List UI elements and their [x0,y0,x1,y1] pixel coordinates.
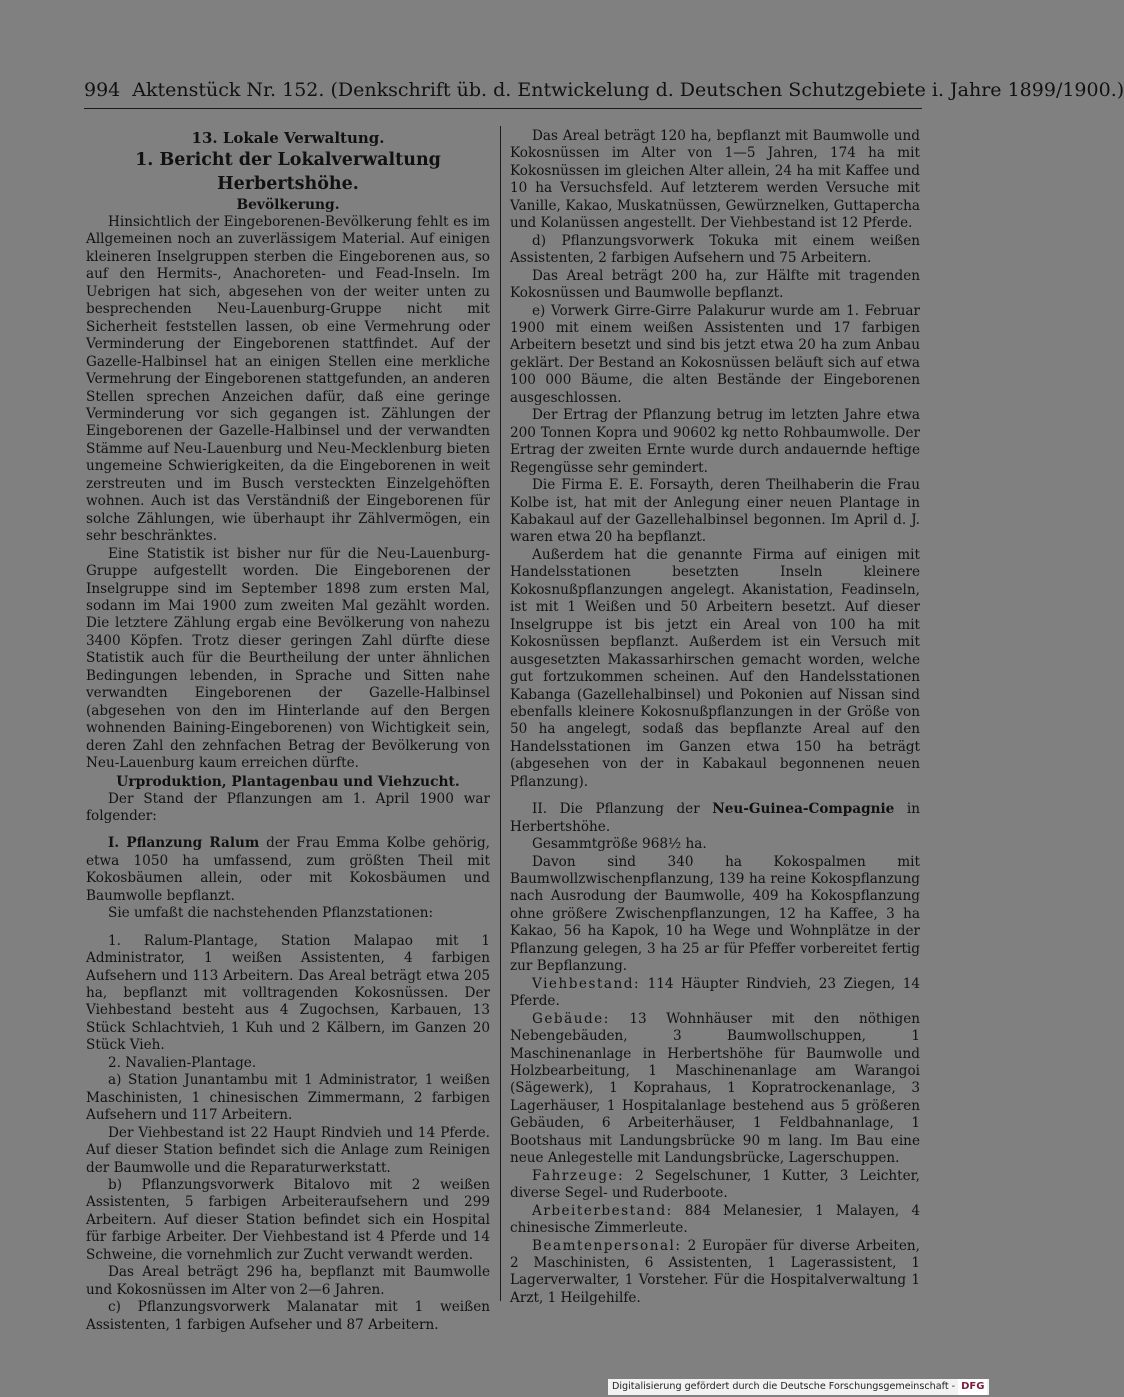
company-name: Neu-Guinea-Compagnie [712,801,895,818]
paragraph-text: 884 Melanesier, 1 Malayen, 4 chinesische Zimmerleute. [510,1202,920,1237]
paragraph-text: 13 Wohnhäuser mit den nöthigen Nebengebäuden, 3 Baumwollschuppen, 1 Maschinenanlage in Herbertshöhe für Baumwolle und Holzbearbeitung, 1 Maschinenanlage am Warangoi (Sägewerk), 1 Koprahaus, 1 Kopratrockenanlage, 3 Lagerhäuser, 1 Hospitalanlage bestehend aus 5 größeren Gebäuden, 6 Arbeiterhäuser, 1 Feldbahnanlage, 1 Bootshaus mit Landungsbrücke 90 m lang. Im Bau eine neue Anlegestelle mit Landungsbrücke, Lagerschuppen. [510,1010,920,1167]
paragraph [510,976,920,1011]
left-column [86,128,490,1334]
item-label: Beamtenpersonal: [532,1237,682,1254]
spacer [86,923,490,933]
paragraph: Davon sind 340 ha Kokospalmen mit Baumwollzwischenpflanzung, 139 ha reine Kokospflanzung nach Ausrodung der Baumwolle, 409 ha Kokospflanzung ohne größere Zwischenpflanzungen, 12 ha Kaffee, 3 ha Kakao, 56 ha Kapok, 10 ha Wege und Wohnplätze in der Pflanzung gelegen, 3 ha 25 ar für Pfeffer vorbereitet fertig zur Bepflanzung. [510,853,920,975]
paragraph: Sie umfaßt die nachstehenden Pflanzstationen: [108,905,434,922]
paragraph [510,1168,920,1203]
paragraph: Der Stand der Pflanzungen am 1. April 1900 war folgender: [86,790,490,824]
paragraph-text: 114 Häupter Rindvieh, 23 Ziegen, 14 Pferde. [510,975,920,1010]
paragraph-text: II. Die Pflanzung der [532,801,713,818]
header-title: Aktenstück Nr. 152. (Denkschrift üb. d. Entwickelung d. Deutschen Schutzgebiete i. Jahre 1899/1900.) [132,79,1124,101]
paragraph: Hinsichtlich der Eingeborenen-Bevölkerung fehlt es im Allgemeinen noch an zuverlässigem Material. Auf einigen kleineren Inselgruppen sterben die Eingeborenen aus, so auf den Hermits-, Anachoreten- und Fead-Inseln. Im Uebrigen hat sich, abgesehen von der weiter unten zu besprechenden Neu-Lauenburg-Gruppe nicht mit Sicherheit feststellen lassen, ob eine Vermehrung oder Verminderung der Eingeborenen stattfindet. Auf der Gazelle-Halbinsel hat an einigen Stellen eine merkliche Vermehrung der Eingeborenen stattgefunden, an anderen Stellen sprechen Anzeichen dafür, daß eine geringe Verminderung vor sich gegangen ist. Zählungen der Eingeborenen der Gazelle-Halbinsel und der verwandten Stämme auf Neu-Lauenburg und Neu-Mecklenburg bieten ungemeine Schwierigkeiten, da die Eingeborenen in weit zerstreuten und im Busch versteckten Einzelgehöften wohnen. Auch ist das Verständniß der Eingeborenen für solche Zählungen, wie überhaupt ihr Zählvermögen, ein sehr beschränktes. [86,214,490,545]
paragraph: Das Areal beträgt 200 ha, zur Hälfte mit tragenden Kokosnüssen und Baumwolle bepflanzt. [510,267,920,302]
item-label: Arbeiterbestand: [532,1202,673,1219]
running-header [84,78,1124,102]
paragraph: Der Viehbestand ist 22 Haupt Rindvieh und 14 Pferde. Auf dieser Station befindet sich die Anlage zum Reinigen der Baumwolle und die Reparaturwerkstatt. [86,1124,490,1176]
paragraph: Gesammtgröße 968½ ha. [532,836,707,853]
paragraph: Der Ertrag der Pflanzung betrug im letzten Jahre etwa 200 Tonnen Kopra und 90602 kg netto Rohbaumwolle. Der Ertrag der zweiten Ernte wurde durch andauernde heftige Regengüsse sehr gemindert. [510,407,920,476]
dfg-logo: DFG [958,1379,987,1395]
paragraph: 2. Navalien-Plantage. [108,1054,257,1071]
paragraph: Die Firma E. E. Forsayth, deren Theilhaberin die Frau Kolbe ist, hat mit der Anlegung einer neuen Plantage in Kabakaul auf der Gazellehalbinsel begonnen. Im April d. J. waren etwa 20 ha bepflanzt. [510,477,920,546]
header-rule [84,108,922,109]
population-heading: Bevölkerung. [236,197,340,213]
paragraph: d) Pflanzungsvorwerk Tokuka mit einem weißen Assistenten, 2 farbigen Aufsehern und 75 Arbeitern. [510,232,920,267]
item-label: Fahrzeuge: [532,1167,625,1184]
report-title: 1. Bericht der Lokalverwaltung Herbertshöhe. [135,150,441,194]
paragraph-text: 2 Segelschuner, 1 Kutter, 3 Leichter, diverse Segel- und Ruderboote. [510,1167,920,1202]
paragraph [510,1203,920,1238]
paragraph-text: der Frau Emma Kolbe gehörig, etwa 1050 ha umfassend, zum größten Theil mit Kokosbäumen allein, oder mit Kokosbäumen und Baumwolle bepflanzt. [86,835,490,904]
paragraph: c) Pflanzungsvorwerk Malanatar mit 1 weißen Assistenten, 1 farbigen Aufseher und 87 Arbeitern. [86,1299,490,1333]
spacer [510,791,920,801]
plantation-name: I. Pflanzung Ralum [108,835,260,852]
paragraph: e) Vorwerk Girre-Girre Palakurur wurde am 1. Februar 1900 mit einem weißen Assistenten und 17 farbigen Arbeitern besetzt und sind bis jetzt etwa 20 ha zum Anbau geklärt. Der Bestand an Kokosnüssen beläuft sich auf etwa 100 000 Bäume, die alten Bestände der Eingeborenen ausgeschlossen. [510,302,920,406]
paragraph [510,1011,920,1168]
paragraph-text: 2 Europäer für diverse Arbeiten, 2 Maschinisten, 6 Assistenten, 1 Lagerassistent, 1 Lagerverwalter, 1 Vorsteher. Für die Hospitalverwaltung 1 Arzt, 1 Heilgehilfe. [510,1237,920,1306]
footer-text: Digitalisierung gefördert durch die Deutsche Forschungsgemeinschaft - [612,1381,956,1392]
section-title: 13. Lokale Verwaltung. [191,129,385,147]
digitization-footer [608,1379,989,1395]
item-label: Viehbestand: [532,975,641,992]
paragraph [86,835,490,905]
paragraph [510,801,920,836]
spacer [86,825,490,835]
paragraph-text: in Herbertshöhe. [510,801,920,835]
paragraph [510,1238,920,1308]
paragraph: Das Areal beträgt 296 ha, bepflanzt mit Baumwolle und Kokosnüssen im Alter von 2—6 Jahren. [86,1264,490,1298]
paragraph: Außerdem hat die genannte Firma auf einigen mit Handelsstationen besetzten Inseln kleinere Kokosnußpflanzungen angelegt. Akanistation, Feadinseln, ist mit 1 Weißen und 50 Arbeitern besetzt. Auf dieser Inselgruppe ist bis jetzt ein Areal von 100 ha mit Kokosnüssen bepflanzt. Außerdem ist ein Versuch mit ausgesetzten Makassarhirschen gemacht worden, welche gut fortzukommen scheinen. Auf den Handelsstationen Kabanga (Gazellehalbinsel) und Pokonien auf Nissan sind ebenfalls kleinere Kokosnußpflanzungen in der Größe von 50 ha angelegt, sodaß das bepflanzte Areal auf den Handelsstationen im Ganzen etwa 150 ha beträgt (abgesehen von der in Kabakaul begonnenen neuen Pflanzung). [510,546,920,790]
page-number: 994 [84,79,121,101]
column-divider [500,126,501,1301]
paragraph: 1. Ralum-Plantage, Station Malapao mit 1 Administrator, 1 weißen Assistenten, 4 farbigen Aufsehern und 113 Arbeitern. Das Areal beträgt etwa 205 ha, bepflanzt mit volltragenden Kokosnüssen. Der Viehbestand besteht aus 4 Zugochsen, Karbauen, 13 Stück Schlachtvieh, 1 Kuh und 2 Kälbern, im Ganzen 20 Stück Vieh. [86,932,490,1054]
right-column [510,128,920,1307]
paragraph: Das Areal beträgt 120 ha, bepflanzt mit Baumwolle und Kokosnüssen im Alter von 1—5 Jahren, 174 ha mit Kokosnüssen im gleichen Alter allein, 24 ha mit Kaffee und 10 ha Versuchsfeld. Auf letzterem werden Versuche mit Vanille, Kakao, Muskatnüssen, Gewürznelken, Guttapercha und Kolanüssen angestellt. Der Viehbestand ist 12 Pferde. [510,128,920,232]
paragraph: b) Pflanzungsvorwerk Bitalovo mit 2 weißen Assistenten, 5 farbigen Arbeiteraufsehern und 299 Arbeitern. Auf dieser Station befindet sich ein Hospital für farbige Arbeiter. Der Viehbestand ist 4 Pferde und 14 Schweine, die vornehmlich zur Zucht verwandt werden. [86,1177,490,1263]
production-heading: Urproduktion, Plantagenbau und Viehzucht. [116,773,460,790]
item-label: Gebäude: [532,1010,610,1027]
paragraph: a) Station Junantambu mit 1 Administrator, 1 weißen Maschinisten, 1 chinesischen Zimmermann, 2 farbigen Aufsehern und 117 Arbeitern. [86,1072,490,1124]
paragraph: Eine Statistik ist bisher nur für die Neu-Lauenburg-Gruppe aufgestellt worden. Die Eingeborenen der Inselgruppe sind im September 1898 zum ersten Mal, sodann im Mai 1900 zum zweiten Mal gezählt worden. Die letztere Zählung ergab eine Bevölkerung von nahezu 3400 Köpfen. Trotz dieser geringen Zahl dürfte diese Statistik auch für die Beurtheilung der unter ähnlichen Bedingungen lebenden, in Sprache und Sitten nahe verwandten Eingeborenen der Gazelle-Halbinsel (abgesehen von den im Hinterlande auf den Bergen wohnenden Baining-Eingeborenen) von Wichtigkeit sein, deren Zahl den zehnfachen Betrag der Bevölkerung von Neu-Lauenburg kaum erreichen dürfte. [86,545,490,772]
